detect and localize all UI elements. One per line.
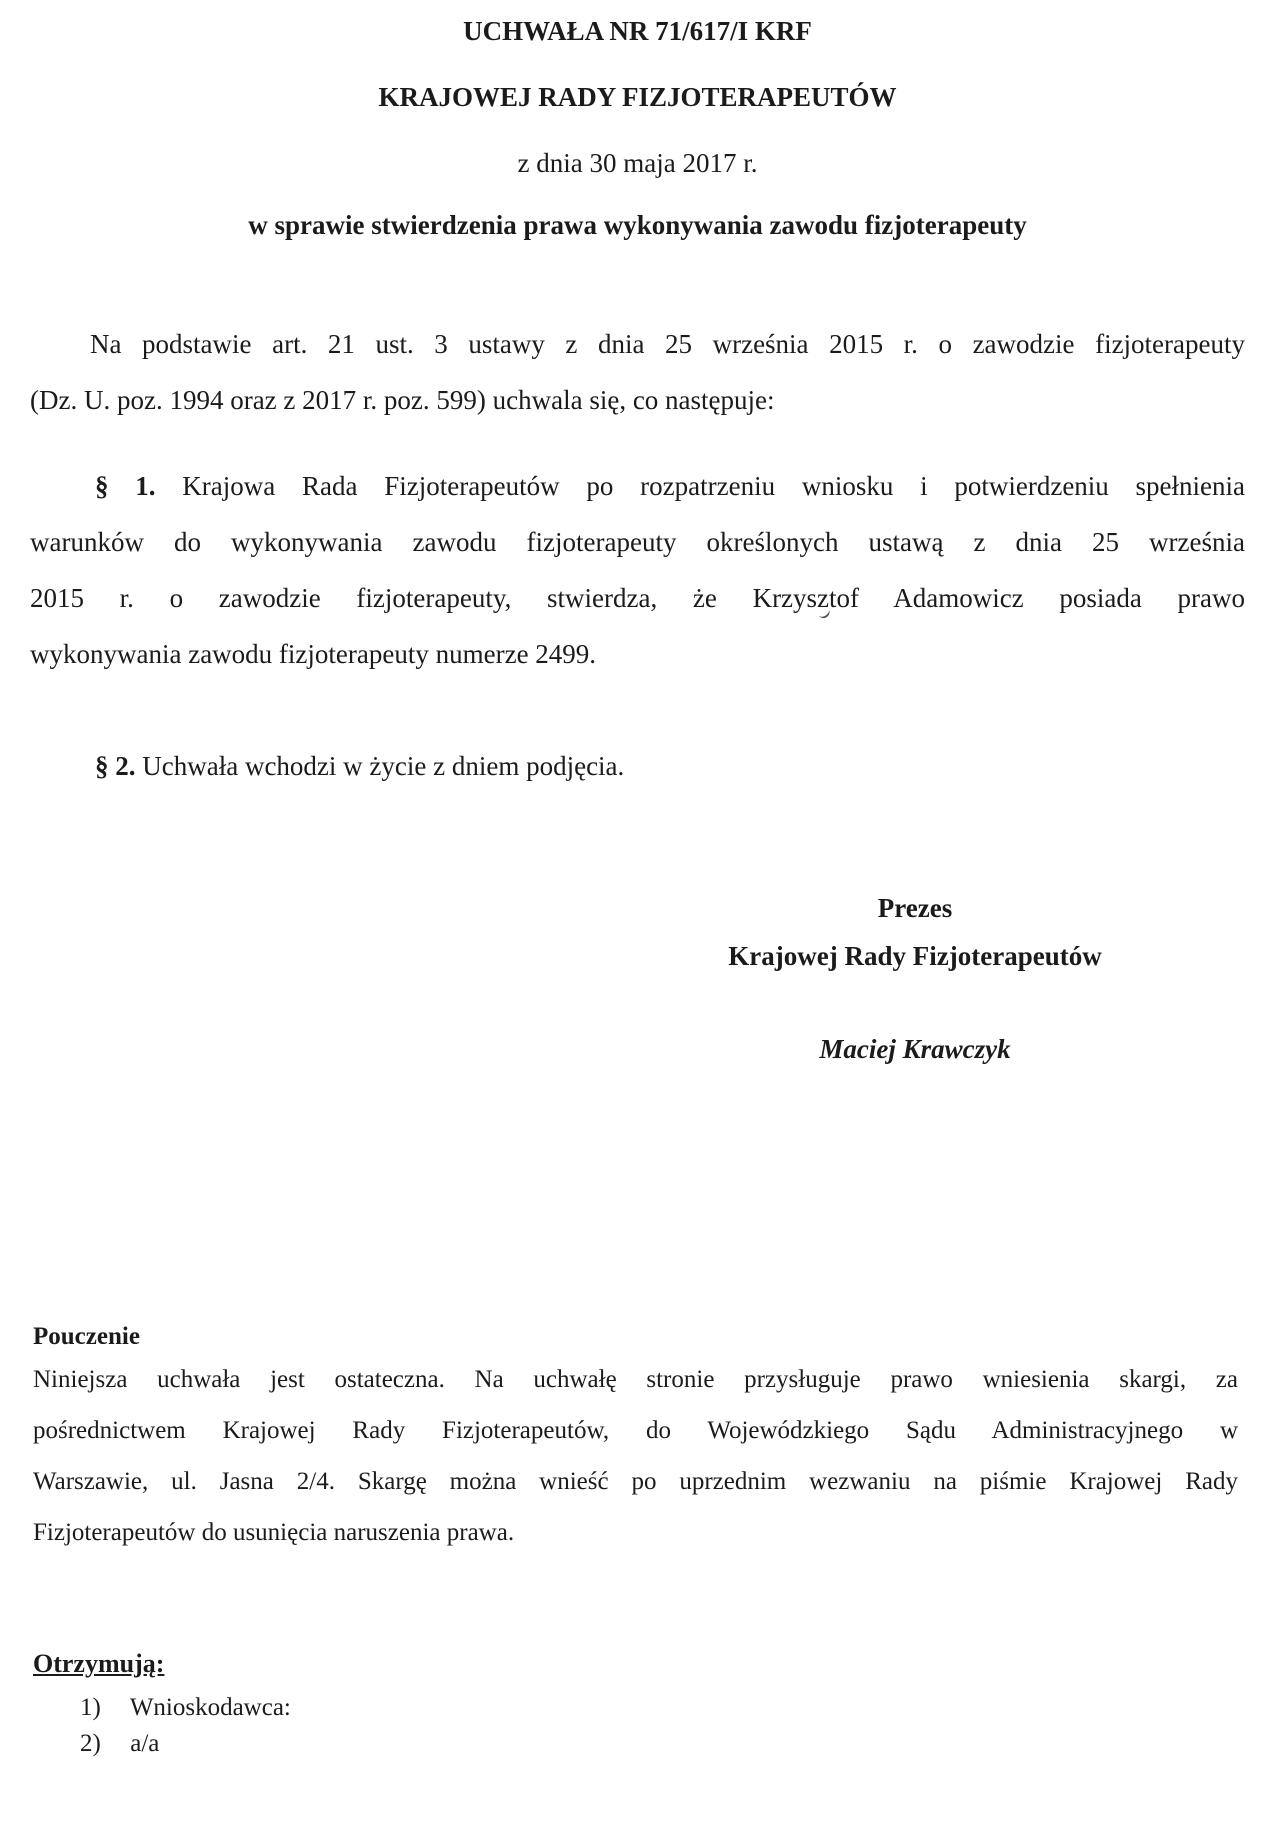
notice-line: Warszawie, ul. Jasna 2/4. Skargę można wnieść po uprzednim wezwaniu na piśmie Krajowej Rady <box>33 1468 1238 1495</box>
section-1-line: Krajowa Rada Fizjoterapeutów po rozpatrzeniu wniosku i potwierdzeniu spełnienia <box>182 471 1246 501</box>
list-item-text: a/a <box>130 1730 160 1757</box>
legal-basis-line: Na podstawie art. 21 ust. 3 ustawy z dnia 25 września 2015 r. o zawodzie fizjoterapeuty <box>90 329 1245 359</box>
recipients-heading: Otrzymują: <box>33 1649 165 1678</box>
signatory-organization: Krajowej Rady Fizjoterapeutów <box>728 941 1102 971</box>
section-2-paragraph <box>30 738 1245 794</box>
recipients-list <box>80 1690 291 1762</box>
council-name: KRAJOWEJ RADY FIZJOTERAPEUTÓW <box>378 82 897 112</box>
section-1-line: wykonywania zawodu fizjoterapeuty numerze 2499. <box>30 639 597 669</box>
section-1-paragraph <box>30 458 1245 682</box>
notice-line: Niniejsza uchwała jest ostateczna. Na uchwałę stronie przysługuje prawo wniesienia skargi, za <box>33 1366 1238 1393</box>
list-item <box>80 1726 291 1762</box>
resolution-date: z dnia 30 maja 2017 r. <box>517 148 758 178</box>
list-item-number: 2) <box>80 1730 101 1757</box>
resolution-number: UCHWAŁA NR 71/617/I KRF <box>463 16 812 46</box>
notice-body <box>33 1354 1238 1558</box>
list-item <box>80 1690 291 1726</box>
resolution-subject: w sprawie stwierdzenia prawa wykonywania zawodu fizjoterapeuty <box>248 210 1027 240</box>
list-item-number: 1) <box>80 1694 101 1721</box>
section-1-line: warunków do wykonywania zawodu fizjoterapeuty określonych ustawą z dnia 25 września <box>30 527 1245 557</box>
signatory-name: Maciej Krawczyk <box>819 1034 1011 1064</box>
section-2-text: Uchwała wchodzi w życie z dniem podjęcia. <box>142 751 625 781</box>
signatory-role: Prezes <box>877 893 953 923</box>
legal-basis-line: (Dz. U. poz. 1994 oraz z 2017 r. poz. 599) uchwala się, co następuje: <box>30 385 775 415</box>
section-2-marker: § 2. <box>95 751 136 781</box>
legal-basis-paragraph <box>30 316 1245 428</box>
notice-line: pośrednictwem Krajowej Rady Fizjoterapeutów, do Wojewódzkiego Sądu Administracyjnego w <box>33 1417 1238 1444</box>
section-1-line: 2015 r. o zawodzie fizjoterapeuty, stwierdza, że Krzysztof Adamowicz posiada prawo <box>30 583 1245 613</box>
notice-line: Fizjoterapeutów do usunięcia naruszenia prawa. <box>33 1519 515 1546</box>
section-1-marker: § 1. <box>95 471 156 501</box>
list-item-text: Wnioskodawca: <box>129 1694 291 1721</box>
notice-heading: Pouczenie <box>33 1323 140 1350</box>
